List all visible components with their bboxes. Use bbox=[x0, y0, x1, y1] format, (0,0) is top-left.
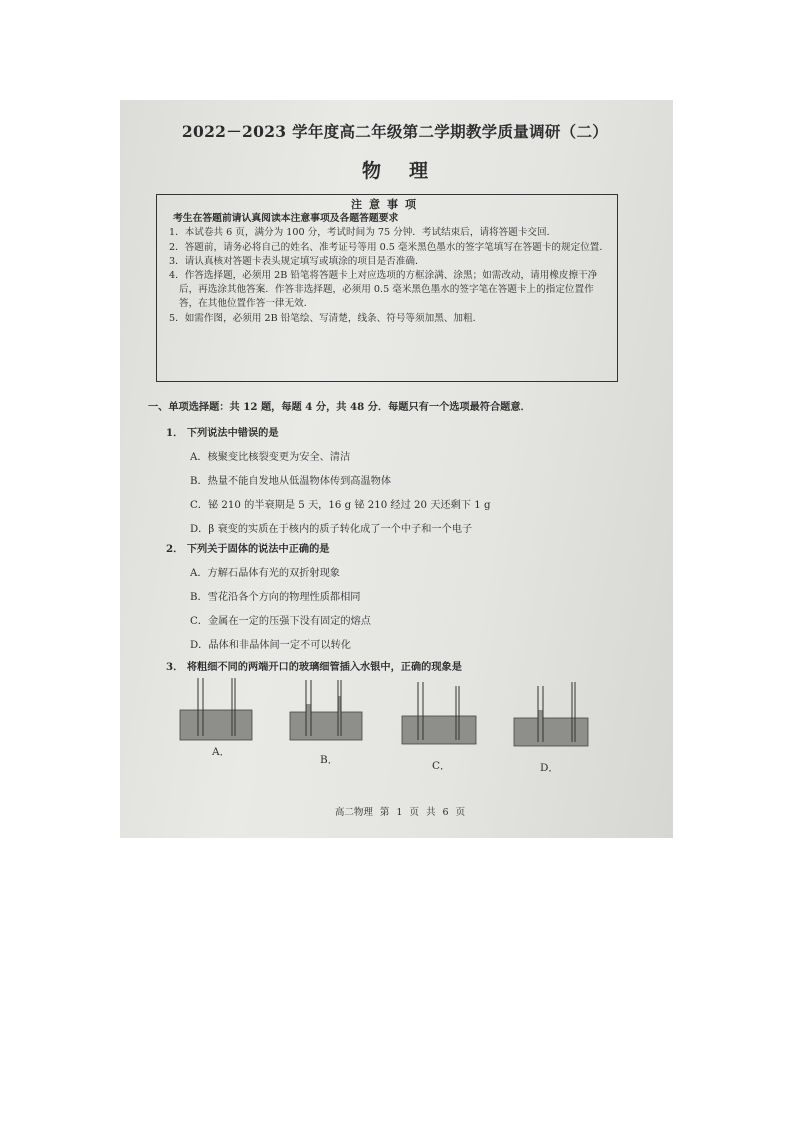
question-1-option-a: A．核聚变比核裂变更为安全、清洁 bbox=[190, 452, 351, 463]
notice-item: 1．本试卷共 6 页，满分为 100 分，考试时间为 75 分钟．考试结束后，请将答题卡交回． bbox=[169, 227, 557, 239]
question-1-option-d: D．β 衰变的实质在于核内的质子转化成了一个中子和一个电子 bbox=[190, 524, 473, 535]
subject-title: 物理 bbox=[361, 160, 456, 182]
document-photo bbox=[120, 100, 673, 838]
figure-b-label: B． bbox=[320, 754, 339, 766]
notice-title: 注意事项 bbox=[351, 198, 423, 211]
section-heading: 一、单项选择题：共 12 题，每题 4 分，共 48 分．每题只有一个选项最符合题意． bbox=[148, 401, 531, 413]
notice-item: 4．作答选择题，必须用 2B 铅笔将答题卡上对应选项的方框涂满、涂黑；如需改动，请用橡皮擦干净后，再选涂其他答案．作答非选择题，必须用 0.5 毫米黑色墨水的签字笔在答题卡上的指定位置作答，在其他位置作答一律无效． bbox=[169, 270, 598, 310]
figure-a-diagram bbox=[176, 676, 256, 746]
figure-c-label: C． bbox=[432, 760, 451, 772]
figure-c-diagram bbox=[398, 680, 480, 750]
exam-title: 2022－2023 学年度高二年级第二学期教学质量调研（二） bbox=[181, 122, 609, 141]
notice-item: 5．如需作图，必须用 2B 铅笔绘、写清楚，线条、符号等须加黑、加粗． bbox=[169, 312, 483, 324]
question-1-option-c: C．铋 210 的半衰期是 5 天，16 g 铋 210 经过 20 天还剩下 1 g bbox=[190, 500, 491, 511]
notice-item: 2．答题前，请务必将自己的姓名、准考证号等用 0.5 毫米黑色墨水的签字笔填写在答题卡的规定位置． bbox=[169, 241, 609, 253]
figure-b-diagram bbox=[286, 676, 366, 746]
exam-page bbox=[130, 106, 670, 836]
figure-a-label: A． bbox=[212, 746, 231, 758]
question-3-stem: 3． 将粗细不同的两端开口的玻璃细管插入水银中，正确的现象是 bbox=[166, 661, 462, 673]
question-2-option-b: B．雪花沿各个方向的物理性质都相同 bbox=[190, 592, 361, 603]
question-2-option-a: A．方解石晶体有光的双折射现象 bbox=[190, 568, 340, 579]
page-footer: 高二物理 第 1 页 共 6 页 bbox=[334, 807, 466, 818]
figure-d-diagram bbox=[510, 680, 592, 752]
question-2-stem: 2． 下列关于固体的说法中正确的是 bbox=[166, 543, 330, 555]
notice-item: 3．请认真核对答题卡表头规定填写或填涂的项目是否准确． bbox=[169, 255, 425, 267]
notice-box bbox=[156, 194, 618, 382]
figure-d-label: D． bbox=[540, 762, 559, 774]
notice-subtitle: 考生在答题前请认真阅读本注意事项及各题答题要求 bbox=[173, 213, 399, 225]
question-2-option-c: C．金属在一定的压强下没有固定的熔点 bbox=[190, 616, 371, 627]
question-1-option-b: B．热量不能自发地从低温物体传到高温物体 bbox=[190, 476, 392, 487]
question-1-stem: 1． 下列说法中错误的是 bbox=[166, 427, 279, 439]
question-2-option-d: D．晶体和非晶体间一定不可以转化 bbox=[190, 640, 351, 651]
